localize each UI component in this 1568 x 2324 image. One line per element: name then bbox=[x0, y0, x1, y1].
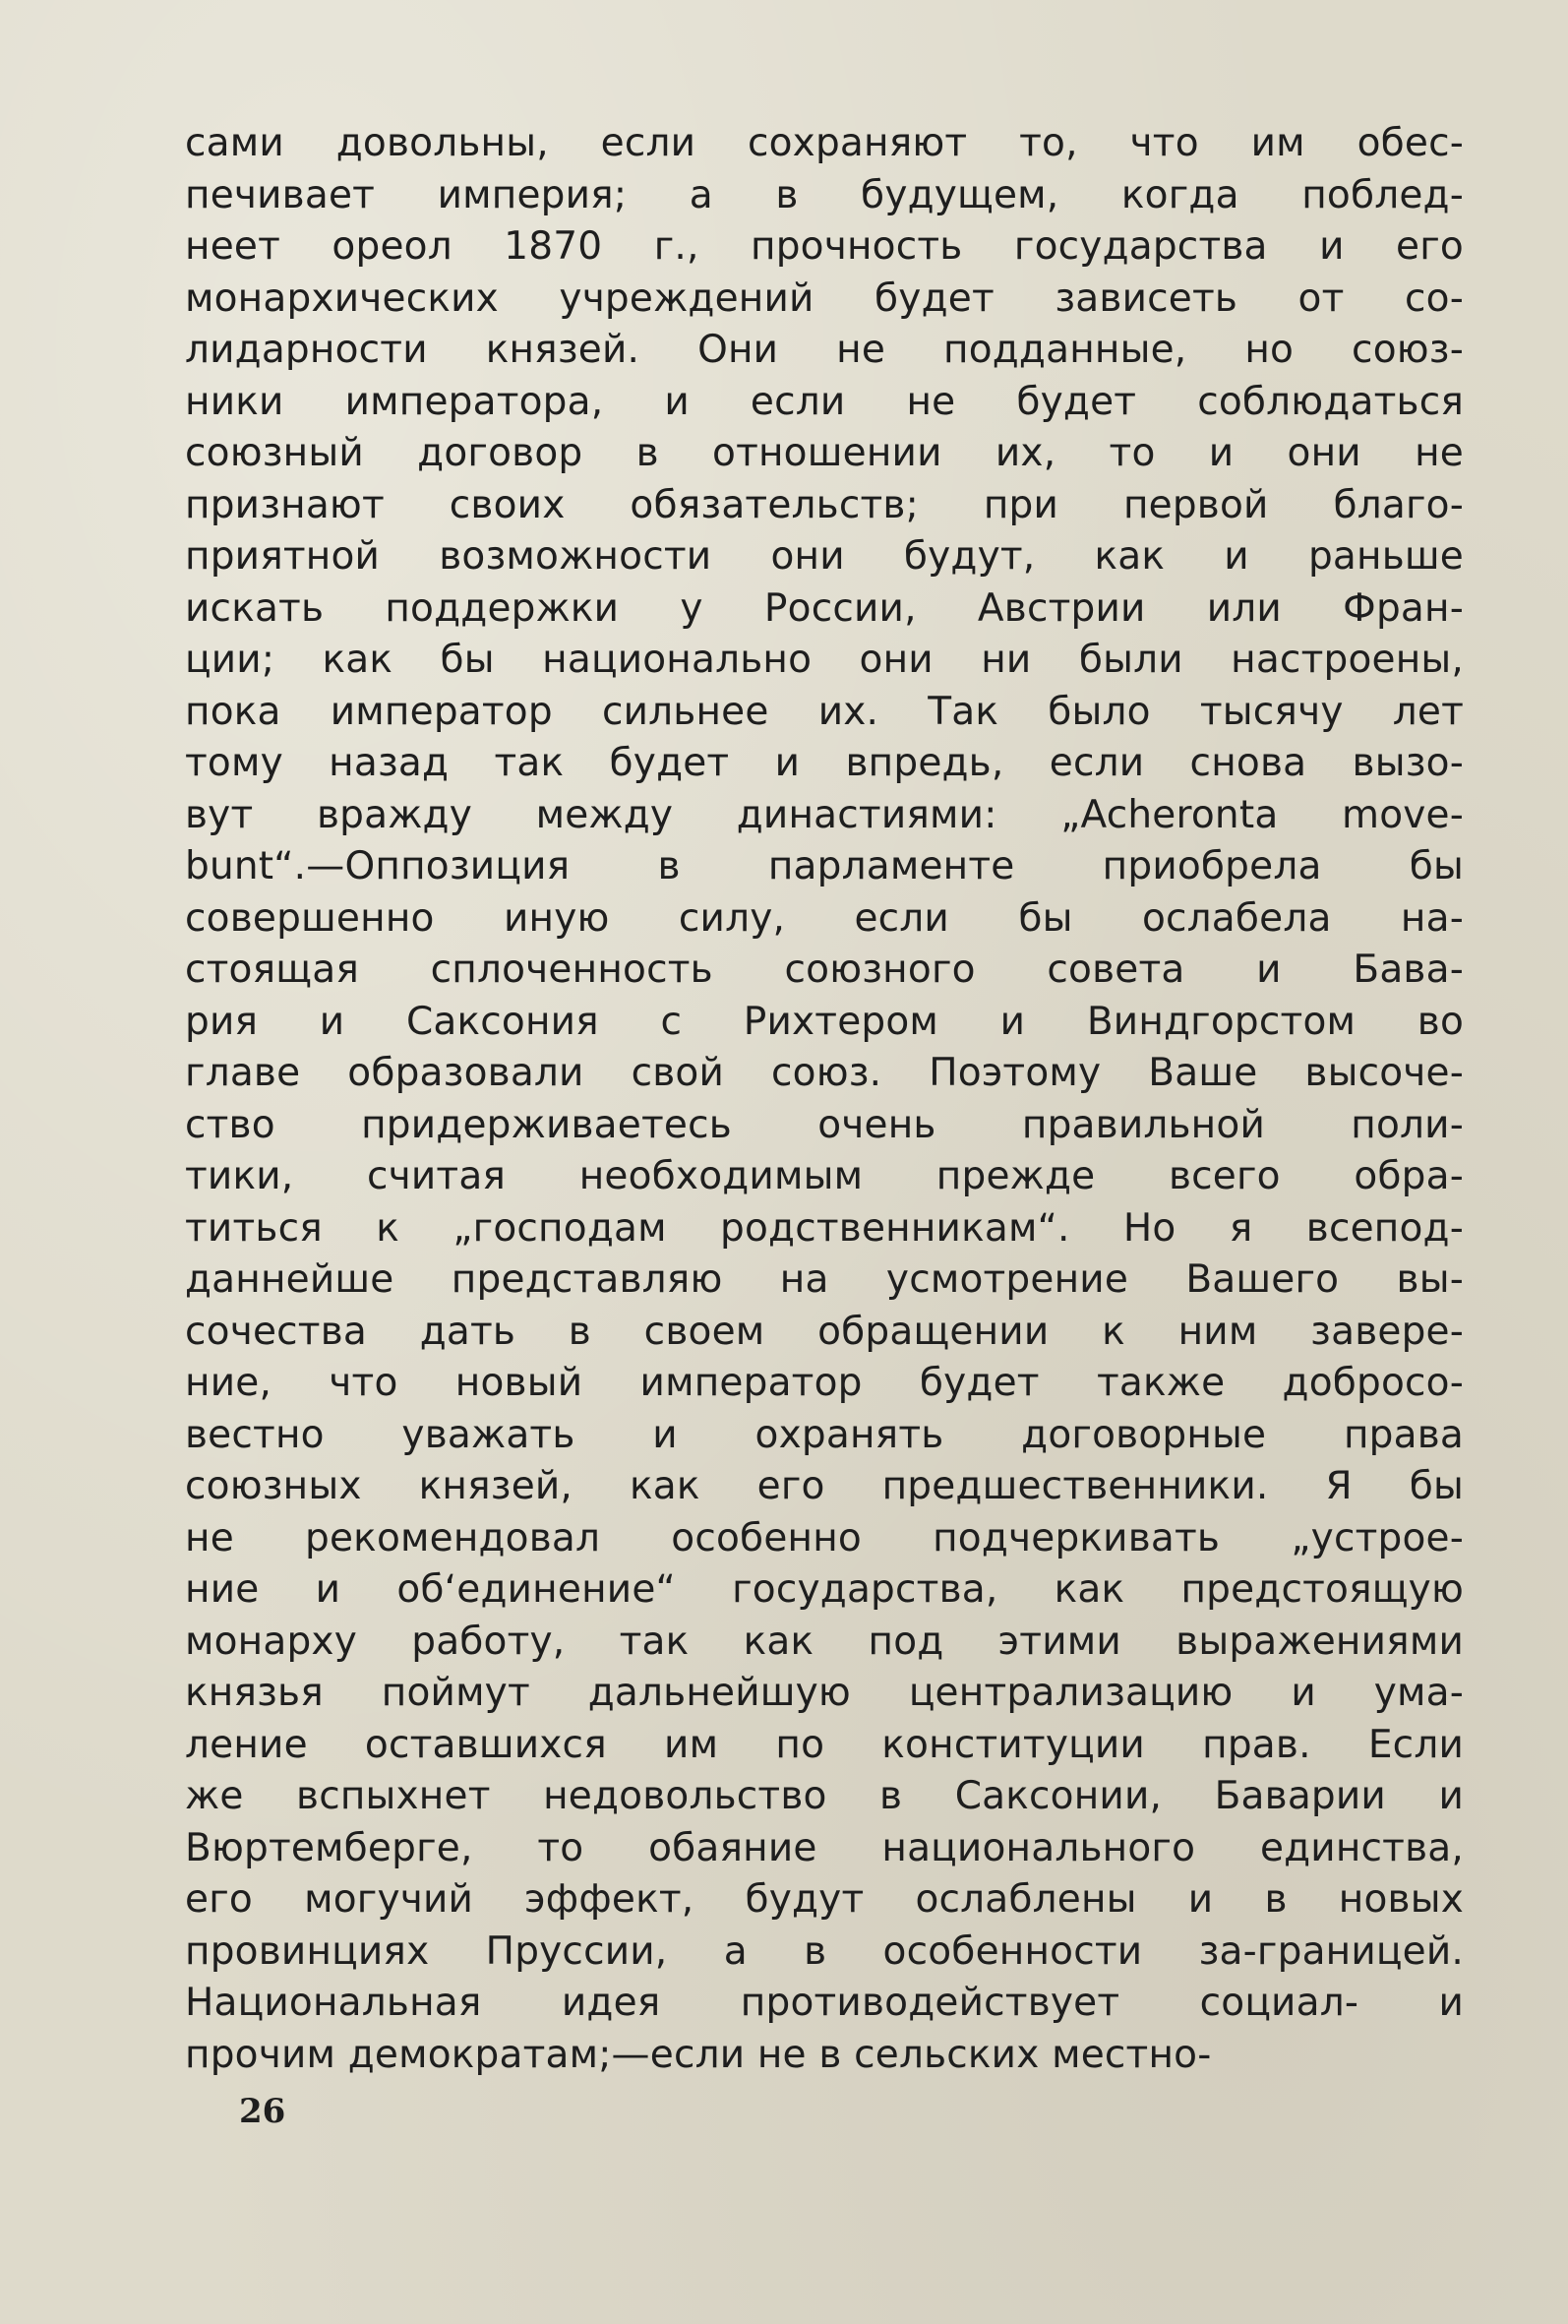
text-line-04: монархических учреждений будет зависеть от со- bbox=[185, 275, 1464, 321]
text-line-34: Вюртемберге, то обаяние национального единства, bbox=[185, 1825, 1464, 1870]
text-line-17: стоящая сплоченность союзного совета и Бава- bbox=[185, 948, 1464, 992]
text-line-11: ции; как бы национально они ни были настроены, bbox=[185, 638, 1464, 682]
text-line-24: сочества дать в своем обращении к ним завере- bbox=[185, 1309, 1464, 1354]
text-line-33: же вспыхнет недовольство в Саксонии, Баварии и bbox=[185, 1774, 1464, 1818]
text-line-15: bunt“.—Оппозиция в парламенте приобрела бы bbox=[185, 844, 1464, 888]
text-line-02: печивает империя; а в будущем, когда поблед- bbox=[185, 172, 1464, 217]
text-line-25: ние, что новый император будет также добросо- bbox=[185, 1361, 1464, 1405]
text-line-13: тому назад так будет и впредь, если снова вызо- bbox=[185, 741, 1464, 785]
text-line-19: главе образовали свой союз. Поэтому Ваше высоче- bbox=[185, 1051, 1464, 1095]
text-line-10: искать поддержки у России, Австрии или Фран- bbox=[185, 585, 1464, 631]
text-line-14: вут вражду между династиями: „Acheronta move- bbox=[185, 792, 1464, 837]
text-line-36: провинциях Пруссии, а в особенности за-границей. bbox=[185, 1928, 1464, 1974]
text-line-07: союзный договор в отношении их, то и они не bbox=[185, 431, 1464, 475]
body-text bbox=[185, 118, 1464, 2081]
text-line-16: совершенно иную силу, если бы ослабела на- bbox=[185, 895, 1464, 941]
text-line-31: князья поймут дальнейшую централизацию и ума- bbox=[185, 1671, 1464, 1715]
text-line-28: не рекомендовал особенно подчеркивать „устрое- bbox=[185, 1515, 1464, 1560]
text-line-18: рия и Саксония с Рихтером и Виндгорстом во bbox=[185, 999, 1464, 1044]
text-line-23: даннейше представляю на усмотрение Вашего вы- bbox=[185, 1257, 1464, 1302]
text-line-37: Национальная идея противодействует социал- и bbox=[185, 1981, 1464, 2025]
text-line-12: пока император сильнее их. Так было тысячу лет bbox=[185, 689, 1464, 734]
text-line-38: прочим демократам;—если не в сельских местно- bbox=[185, 2032, 1212, 2077]
text-line-30: монарху работу, так как под этими выражениями bbox=[185, 1619, 1464, 1664]
text-line-01: сами довольны, если сохраняют то, что им обес- bbox=[185, 121, 1464, 165]
text-line-35: его могучий эффект, будут ослаблены и в новых bbox=[185, 1877, 1464, 1922]
text-line-21: тики, считая необходимым прежде всего обра- bbox=[185, 1154, 1464, 1198]
text-line-09: приятной возможности они будут, как и раньше bbox=[185, 534, 1464, 579]
text-line-06: ники императора, и если не будет соблюдаться bbox=[185, 379, 1464, 424]
text-line-20: ство придерживаетесь очень правильной поли- bbox=[185, 1102, 1464, 1147]
text-line-08: признают своих обязательств; при первой благо- bbox=[185, 482, 1464, 527]
text-line-32: ление оставшихся им по конституции прав. Если bbox=[185, 1722, 1464, 1767]
text-line-29: ние и об‘единение“ государства, как предстоящую bbox=[185, 1567, 1464, 1612]
text-line-27: союзных князей, как его предшественники. Я бы bbox=[185, 1464, 1464, 1508]
text-line-26: вестно уважать и охранять договорные права bbox=[185, 1412, 1464, 1457]
page-number: 26 bbox=[239, 2092, 286, 2131]
text-line-05: лидарности князей. Они не подданные, но союз- bbox=[185, 328, 1464, 372]
text-line-03: неет ореол 1870 г., прочность государства и его bbox=[185, 224, 1464, 269]
text-line-22: титься к „господам родственникам“. Но я всепод- bbox=[185, 1205, 1464, 1251]
